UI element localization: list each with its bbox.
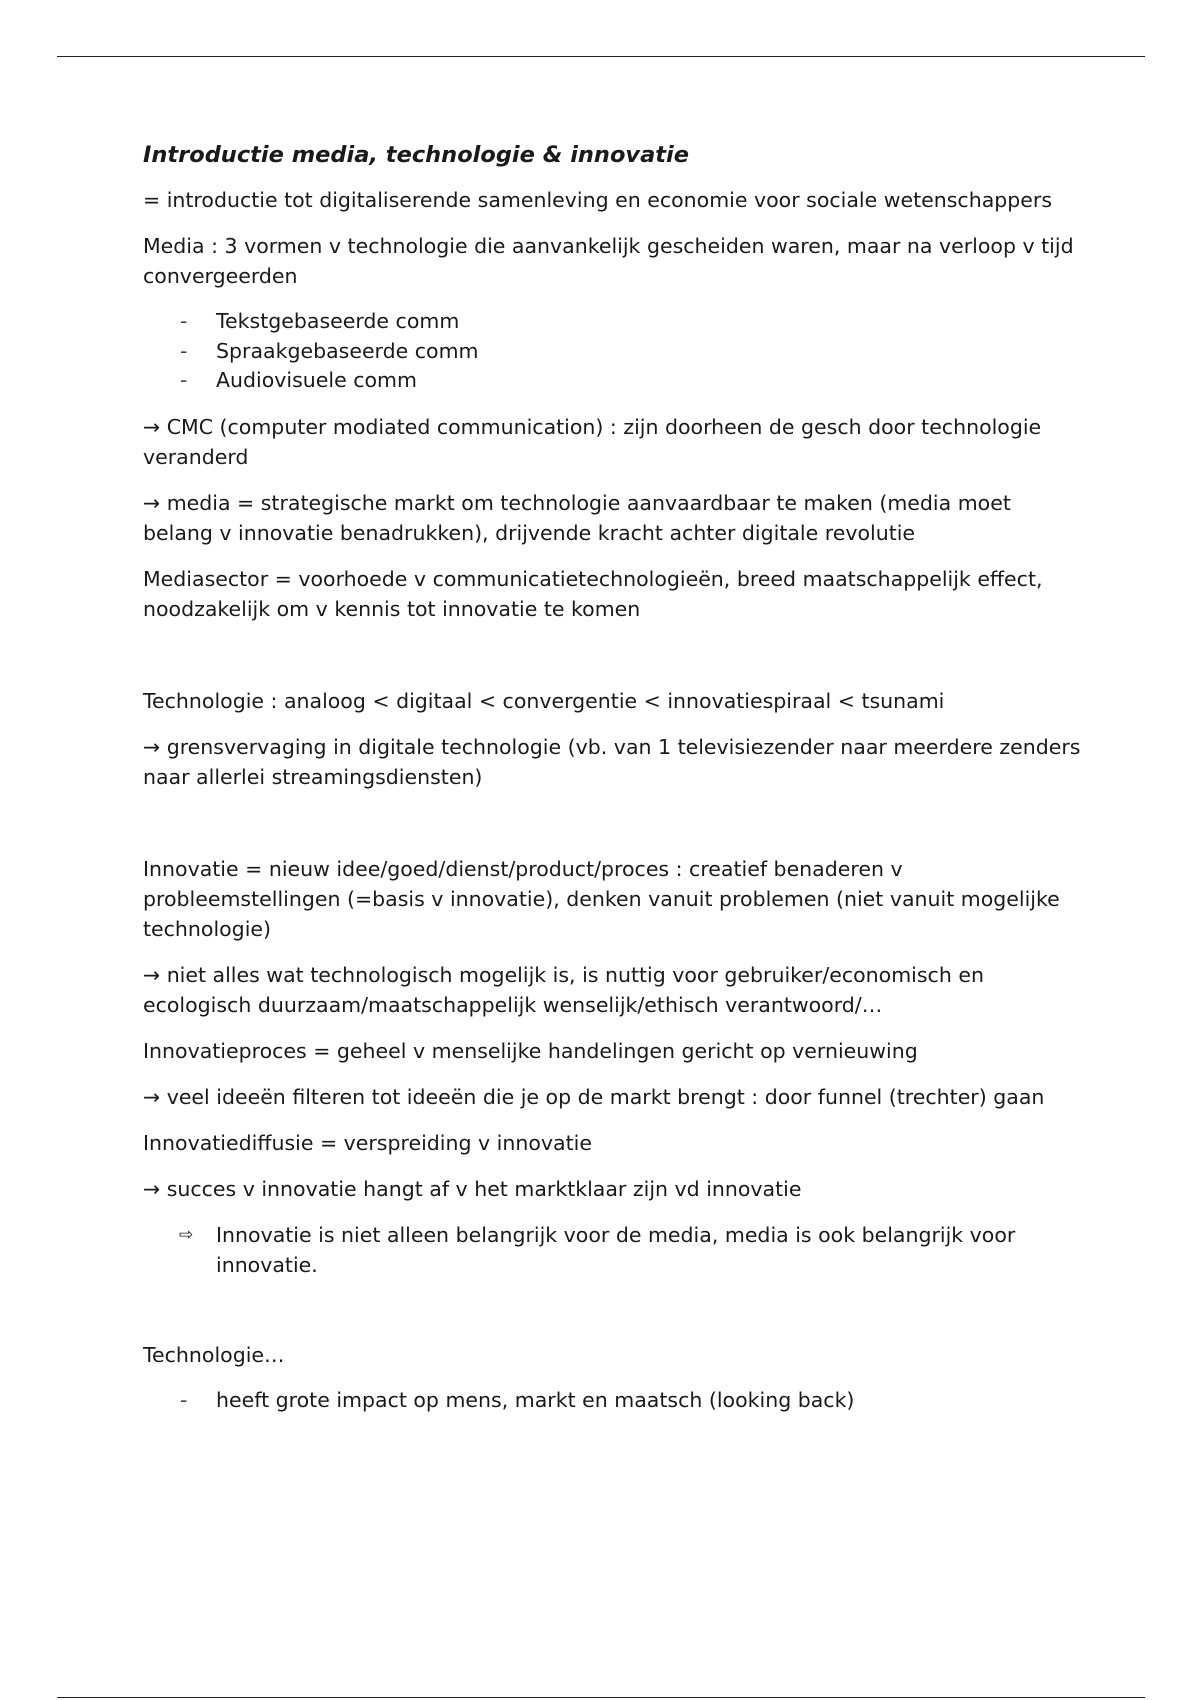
list-item-text: Audiovisuele comm xyxy=(216,368,417,392)
funnel-paragraph: → veel ideeën filteren tot ideeën die je op de markt brengt : door funnel (trechter) gaan xyxy=(143,1084,1045,1109)
intro-paragraph: = introductie tot digitaliserende samenleving en economie voor sociale wetenschappers xyxy=(143,188,1052,212)
technology-chain-paragraph: Technologie : analoog < digitaal < convergentie < innovatiespiraal < tsunami xyxy=(143,688,945,713)
innovation-definition: Innovatie = nieuw idee/goed/dienst/product/proces : creatief benaderen v probleemstellingen (=basis v innovatie), denken vanuit problemen (niet vanuit mogelijke technologie) xyxy=(143,856,1060,941)
media-forms-list xyxy=(143,307,1083,396)
technology-points-list xyxy=(143,1386,1083,1416)
conclusion-text: Innovatie is niet alleen belangrijk voor de media, media is ook belangrijk voor innovatie. xyxy=(216,1222,1016,1277)
list-item xyxy=(143,307,1083,337)
list-item xyxy=(143,1386,1083,1416)
top-rule xyxy=(57,56,1145,57)
technology-heading: Technologie… xyxy=(143,1342,285,1367)
list-item-text: Spraakgebaseerde comm xyxy=(216,338,479,363)
mediasector-paragraph: Mediasector = voorhoede v communicatietechnologieën, breed maatschappelijk effect, noodzakelijk om v kennis tot innovatie te komen xyxy=(143,566,1043,621)
bottom-rule xyxy=(57,1697,1145,1698)
document-title: Introductie media, technologie & innovatie xyxy=(143,142,689,168)
innovation-process-paragraph: Innovatieproces = geheel v menselijke handelingen gericht op vernieuwing xyxy=(143,1038,918,1063)
diffusion-paragraph: Innovatiediffusie = verspreiding v innovatie xyxy=(143,1130,592,1155)
list-item-text: Tekstgebaseerde comm xyxy=(216,309,460,333)
list-item-text: heeft grote impact op mens, markt en maatsch (looking back) xyxy=(216,1387,855,1412)
list-item xyxy=(143,337,1083,367)
blurring-paragraph: → grensvervaging in digitale technologie (vb. van 1 televisiezender naar meerdere zenders naar allerlei streamingsdiensten) xyxy=(143,734,1081,789)
conclusion-item xyxy=(143,1220,1083,1280)
arrow-right-icon: ⇨ xyxy=(179,1224,194,1245)
success-paragraph: → succes v innovatie hangt af v het marktklaar zijn vd innovatie xyxy=(143,1176,802,1201)
list-item xyxy=(143,366,1083,396)
not-everything-paragraph: → niet alles wat technologisch mogelijk is, is nuttig voor gebruiker/economisch en ecologisch duurzaam/maatschappelijk wenselijk/ethisch verantwoord/… xyxy=(143,962,984,1017)
cmc-paragraph: → CMC (computer modiated communication) : zijn doorheen de gesch door technologie veranderd xyxy=(143,414,1042,469)
media-definition: Media : 3 vormen v technologie die aanvankelijk gescheiden waren, maar na verloop v tijd convergeerden xyxy=(143,234,1074,288)
dash-bullet: - xyxy=(180,309,188,333)
document-body xyxy=(143,140,1083,1431)
dash-bullet: - xyxy=(180,1387,188,1412)
media-market-paragraph: → media = strategische markt om technologie aanvaardbaar te maken (media moet belang v innovatie benadrukken), drijvende kracht achter digitale revolutie xyxy=(143,490,1011,545)
dash-bullet: - xyxy=(180,338,188,363)
dash-bullet: - xyxy=(180,368,188,392)
